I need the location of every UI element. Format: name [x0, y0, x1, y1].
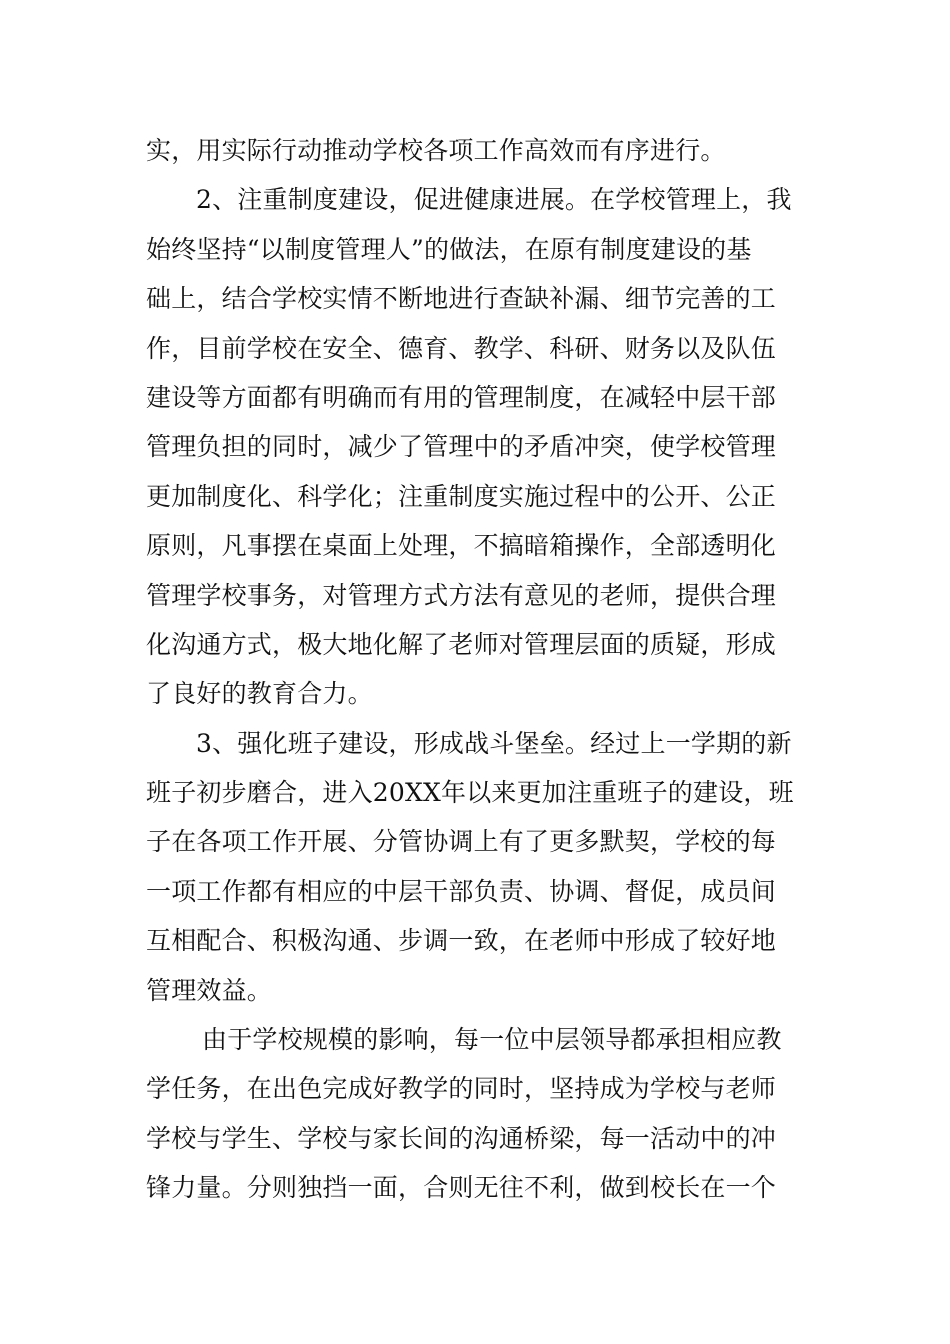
text-line: 化沟通方式，极大地化解了老师对管理层面的质疑，形成: [146, 629, 777, 659]
text-line: 了良好的教育合力。: [146, 679, 373, 709]
text-line: 础上，结合学校实情不断地进行查缺补漏、细节完善的工: [146, 284, 777, 314]
text-line: 子在各项工作开展、分管协调上有了更多默契，学校的每: [146, 827, 777, 857]
text-line: 更加制度化、科学化；注重制度实施过程中的公开、公正: [146, 481, 777, 511]
text-line: 实，用实际行动推动学校各项工作高效而有序进行。: [146, 136, 726, 165]
text-line: 作，目前学校在安全、德育、教学、科研、财务以及队伍: [146, 333, 777, 363]
text-line: 学任务，在出色完成好教学的同时，坚持成为学校与老师: [146, 1074, 777, 1104]
text-line: 始终坚持“以制度管理人”的做法，在原有制度建设的基: [146, 234, 752, 264]
text-line: 管理效益。: [146, 975, 273, 1005]
paragraph-start-line: 3、强化班子建设，形成战斗堡垒。经过上一学期的新: [196, 728, 792, 758]
text-line: 班子初步磨合，进入20XX年以来更加注重班子的建设，班: [146, 778, 794, 808]
text-line: 管理学校事务，对管理方式方法有意见的老师，提供合理: [146, 580, 777, 610]
paragraph-start-line: 由于学校规模的影响，每一位中层领导都承担相应教: [202, 1025, 782, 1055]
text-line: 锋力量。分则独挡一面，合则无往不利，做到校长在一个: [146, 1173, 777, 1203]
text-line: 建设等方面都有明确而有用的管理制度，在减轻中层干部: [146, 382, 777, 412]
document-body: [146, 126, 812, 1213]
text-line: 学校与学生、学校与家长间的沟通桥梁，每一活动中的冲: [146, 1123, 777, 1153]
paragraph-start-line: 2、注重制度建设，促进健康进展。在学校管理上，我: [196, 185, 792, 215]
text-line: 一项工作都有相应的中层干部负责、协调、督促，成员间: [146, 876, 777, 906]
text-line: 互相配合、积极沟通、步调一致，在老师中形成了较好地: [146, 926, 777, 956]
text-line: 管理负担的同时，减少了管理中的矛盾冲突，使学校管理: [146, 432, 777, 462]
text-line: 原则，凡事摆在桌面上处理，不搞暗箱操作，全部透明化: [146, 531, 777, 561]
